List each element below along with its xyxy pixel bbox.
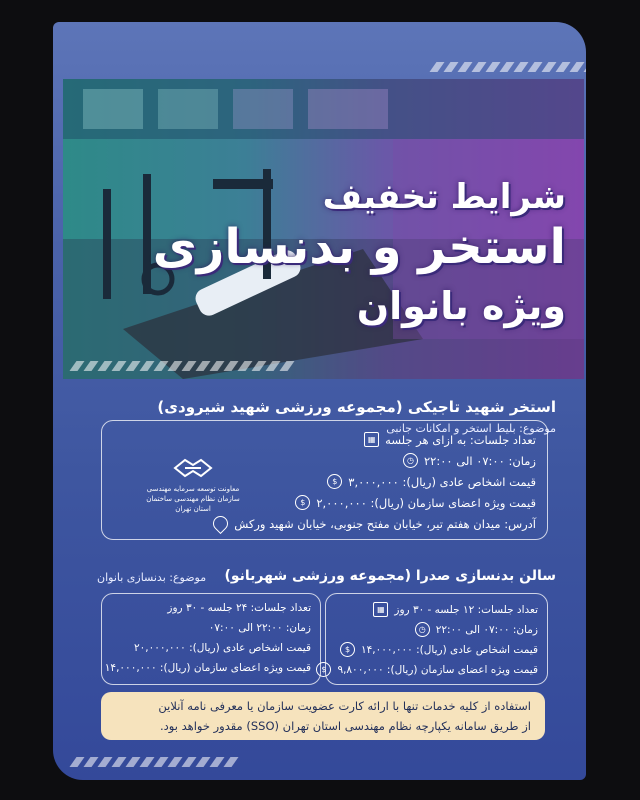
calendar-icon: ▦ xyxy=(364,432,379,447)
logo-line2: سازمان نظام مهندسی ساختمان xyxy=(146,495,240,503)
note-line1: استفاده از کلیه خدمات تنها با ارائه کارت عضویت سازمان یا معرفی نامه آنلاین xyxy=(158,699,531,713)
calendar-icon: ▦ xyxy=(373,602,388,617)
section1-item: آدرس: میدان هفتم تیر، خیابان مفتح جنوبی، خیابان شهید ورکش xyxy=(213,516,536,531)
section2-right-item: ▦ تعداد جلسات: ۱۲ جلسه - ۳۰ روز xyxy=(373,602,538,617)
section2-left-item: زمان: ۲۲:۰۰ الی ۰۷:۰۰ xyxy=(208,622,311,634)
section2-right-item: ◷ زمان: ۰۷:۰۰ الی ۲۲:۰۰ xyxy=(415,622,538,637)
section1-item: $ قیمت اشخاص عادی (ریال): ۳,۰۰۰,۰۰۰ xyxy=(327,474,536,489)
section2-subject: موضوع: بدنسازی بانوان xyxy=(97,571,207,584)
currency-icon: $ xyxy=(340,642,355,657)
note-line2: از طریق سامانه یکپارچه نظام مهندسی استان تهران (SSO) مقدور خواهد بود. xyxy=(160,719,531,733)
membership-note xyxy=(101,692,545,740)
hero-title-line3: ویژه بانوان xyxy=(356,284,566,328)
clock-icon: ◷ xyxy=(403,453,418,468)
hero-title-line1: شرایط تخفیف xyxy=(322,177,566,217)
section2-left-item: قیمت اشخاص عادی (ریال): ۲۰,۰۰۰,۰۰۰ xyxy=(133,642,311,654)
clock-icon: ◷ xyxy=(415,622,430,637)
handshake-logo-icon xyxy=(173,454,213,480)
section1-subject: موضوع: بلیط استخر و امکانات جانبی xyxy=(386,422,556,435)
logo-line1: معاونت توسعه سرمایه مهندسی xyxy=(146,485,240,493)
section2-left-item: تعداد جلسات: ۲۴ جلسه - ۳۰ روز xyxy=(167,602,311,614)
section2-right-item: $ قیمت اشخاص عادی (ریال): ۱۴,۰۰۰,۰۰۰ xyxy=(340,642,538,657)
section2-right-item: $ قیمت ویژه اعضای سازمان (ریال): ۹,۸۰۰,۰۰۰ xyxy=(316,662,538,677)
poster-card xyxy=(53,22,586,780)
decor-stripes-footer xyxy=(73,757,235,767)
section1-item: ◷ زمان: ۰۷:۰۰ الی ۲۲:۰۰ xyxy=(403,453,536,468)
currency-icon: $ xyxy=(295,495,310,510)
section2-left-item: قیمت ویژه اعضای سازمان (ریال): ۱۴,۰۰۰,۰۰۰ xyxy=(104,662,311,674)
section2-heading: سالن بدنسازی صدرا (مجموعه ورزشی شهربانو) xyxy=(224,568,556,584)
section1-heading: استخر شهید تاجیکی (مجموعه ورزشی شهید شیرودی) xyxy=(157,398,556,416)
hero-title-line2: استخر و بدنسازی xyxy=(152,219,566,275)
currency-icon: $ xyxy=(327,474,342,489)
decor-stripes-top xyxy=(433,62,586,72)
section1-item: $ قیمت ویژه اعضای سازمان (ریال): ۲,۰۰۰,۰۰۰ xyxy=(295,495,536,510)
gym-hero-image xyxy=(63,79,584,379)
organization-logo xyxy=(123,454,263,544)
logo-line3: استان تهران xyxy=(175,505,211,513)
section1-item: ▦ تعداد جلسات: به ازای هر جلسه xyxy=(364,432,536,447)
currency-icon: $ xyxy=(316,662,331,677)
decor-stripes-bottom xyxy=(73,361,291,371)
